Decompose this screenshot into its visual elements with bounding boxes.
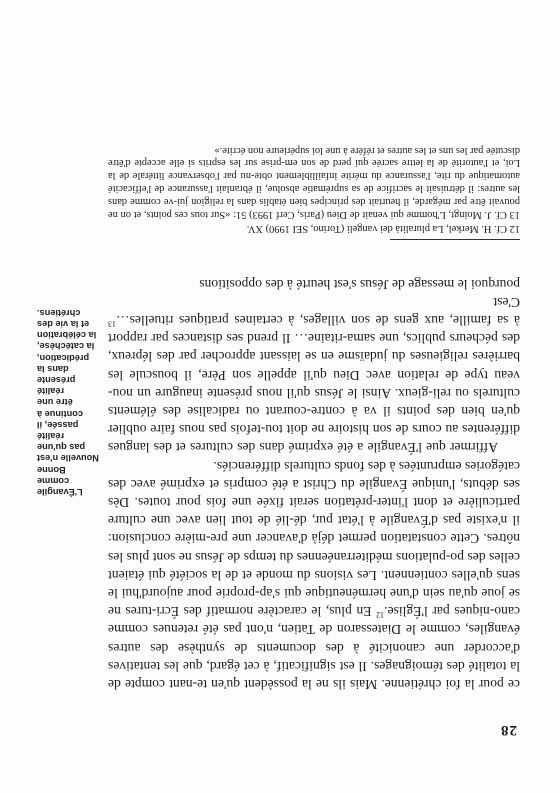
footnote-rule: [390, 239, 520, 240]
footnote-12: 12 Cf. H. Merkel, La pluralità dei vangeli (Torino, SEI 1990) XV.: [246, 223, 520, 234]
bleed-through-running-head: [60, 770, 530, 786]
paragraph-1: ce pour la foi chrétienne. Mais ils ne la possèdent qu'en te-nant compte de la totalité des témoignages. Il est significatif, à cet égard, que les tentatives d'accorder une canonicité à des documents de synthèse des autres évangiles, comme le Diatessaron de Tatien, n'ont pas été retenues comme cano-niques par l'Église.$^{12}$ En plus, le caractère normatif des Écri-tures ne se joue qu'au sein d'une herméneutique qui s'ap-proprie pour aujourd'hui le sens qu'elles contiennent. Les visions du monde et de la société qui étaient celles des po-pulations méditerranéennes du temps de Jésus ne sont plus les nôtres. Cette constatation permet déjà d'avancer une pre-mière conclusion: il n'existe pas d'Évangile à l'état pur, dé-lié de tout lien avec une culture particulière et dont l'inter-prétation serait fixée une fois pour toutes. Dès ses débuts, l'unique Évangile du Christ a été compris et exprimé avec des catégories empruntées à des fonds culturels différenciés.: [108, 458, 520, 692]
paragraph-3: pourquoi le message de Jésus s'est heurté à des oppositions: [199, 276, 520, 292]
footnote-13: 13 Cf. J. Moingt, L'homme qui venait de Dieu (Paris, Cerf 1993) 51: «Sur tous ces points, et on ne pouvait être par mégarde, il heurtait des principes bien établis dans la religion jui-ve comme dans les autres: il détruisait le sacrifice de sa suprématie absolue, il ébranlait l'assurance de l'efficacité automatique du rite, l'assurance du mérite infailliblement obte-nu par l'observance littérale de la Loi, et l'autorité de la lettre sacrée qui perd de son em-prise sur les esprits si elle accepte d'être discutée par les uns et les autres et réfère à une loi supérieure non écrite.»: [108, 144, 520, 221]
footnote-ref-13[interactable]: 13: [108, 319, 116, 329]
paragraph-2: Affirmer que l'Évangile a été exprimé dans des cultures et des langues différentes au cours de son histoire ne doit tou-tefois pas nous faire oublier qu'en bien des points il va à contre-courant ou radicalise des éléments culturels ou reli-gieux. Ainsi le Jésus qu'il nous présente inaugure un nou-veau type de relation avec Dieu qu'il appelle son Père, il bouscule les barrières religieuses du judaïsme en se laissant approcher par des lépreux, des pécheurs publics, une sama-ritaine… Il prend ses distances par rapport à sa famille, aux gens de son villages, à certaines pratiques rituelles…$^{13}$ C'est: [108, 294, 520, 456]
footnotes: [108, 142, 520, 234]
footnote-ref-12[interactable]: 12: [376, 610, 385, 620]
body-text: [108, 274, 520, 693]
margin-note: L'Évangile comme Bonne Nouvelle n'est pas qu'une réalité passée, il continue à être une réalité présente dans la prédication, la catéchèse, la célébration et la vie des chrétiens.: [37, 307, 99, 497]
page-number: 28: [500, 722, 517, 738]
